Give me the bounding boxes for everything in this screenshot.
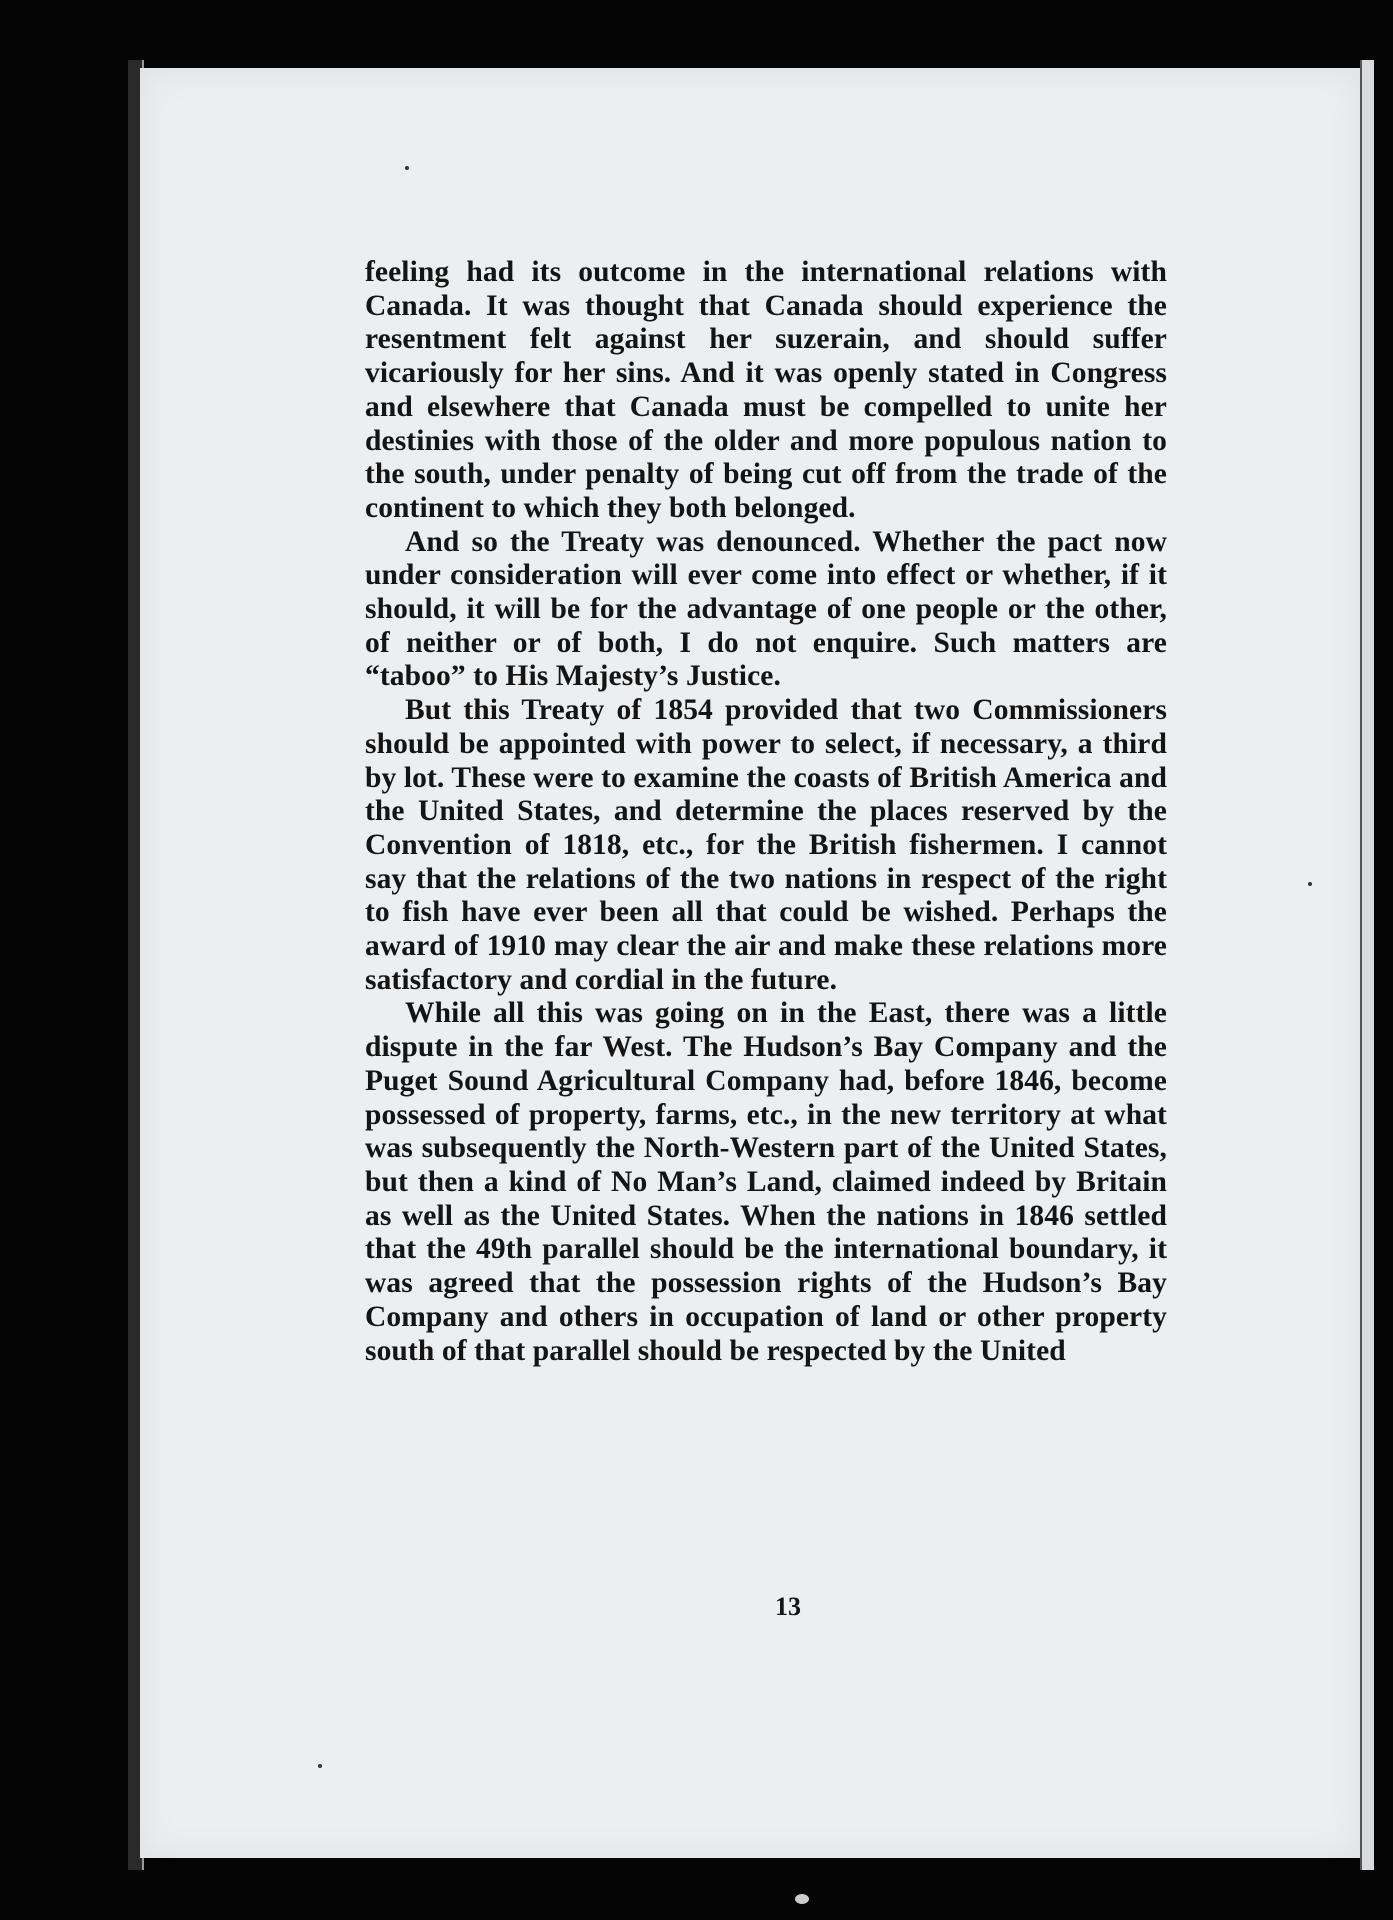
- scan-speck: [1308, 882, 1312, 886]
- paragraph-3: But this Treaty of 1854 provided that two Commissioners should be appointed with power to select, if necessary, a third by lot. These were to examine the coasts of British America and the United States, and determine the places reserved by the Convention of 1818, etc., for the British fishermen. I cannot say that the relations of the two nations in respect of the right to fish have ever been all that could be wished. Perhaps the award of 1910 may clear the air and make these relations more satisfactory and cordial in the future.: [365, 694, 1167, 996]
- page-number: 13: [775, 1592, 801, 1621]
- page-right-edge: [1360, 60, 1374, 1870]
- paragraph-2: And so the Treaty was denounced. Whether the pact now under consideration will ever come into effect or whether, if it should, it will be for the advantage of one people or the other, of neither or of both, I do not enquire. Such matters are “taboo” to His Majesty’s Justice.: [365, 525, 1167, 693]
- paragraph-1: feeling had its outcome in the international relations with Canada. It was thought that Canada should experience the resentment felt against her suzerain, and should suffer vicariously for her sins. And it was openly stated in Congress and elsewhere that Canada must be compelled to unite her destinies with those of the older and more populous nation to the south, under penalty of being cut off from the trade of the continent to which they both belonged.: [365, 256, 1167, 524]
- scan-speck: [318, 1764, 322, 1768]
- paragraph-4: While all this was going on in the East, there was a little dispute in the far West. The Hudson’s Bay Company and the Puget Sound Agricultural Company had, before 1846, become possessed of property, farms, etc., in the new territory at what was subsequently the North-Western part of the United States, but then a kind of No Man’s Land, claimed indeed by Britain as well as the United States. When the nations in 1846 settled that the 49th parallel should be the international boundary, it was agreed that the possession rights of the Hudson’s Bay Company and others in occupation of land or other property south of that parallel should be respected by the United: [365, 997, 1167, 1367]
- scan-speck: [795, 1894, 809, 1904]
- page-body-text: [365, 256, 1167, 1368]
- scan-speck: [405, 166, 409, 170]
